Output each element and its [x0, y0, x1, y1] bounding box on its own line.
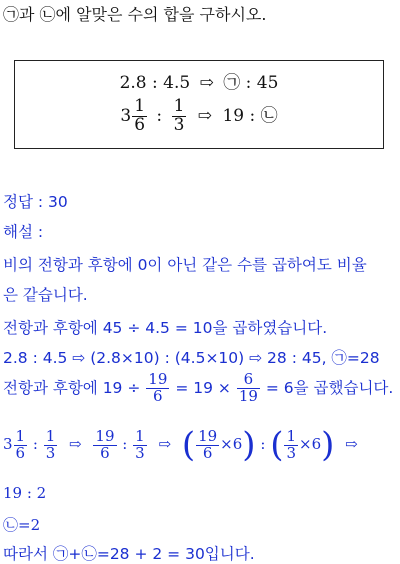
arrow-icon: ⇨	[69, 435, 82, 453]
answer-label: 정답 : 30	[3, 193, 68, 211]
blank-mark-a: ㉠	[223, 73, 241, 93]
explanation-line-fraction: 전항과 후항에 19 ÷ $\frac{19}{6}$ = 19 × $\frac{6}{19}$ = 6을 곱했습니다.	[3, 370, 394, 405]
blank-mark-b: ㉡	[260, 105, 278, 126]
ratio-text: 2.8 : 4.5	[119, 73, 191, 93]
fraction: $\frac{1}{6}$	[134, 96, 146, 135]
fraction: $\frac{1}{6}$	[15, 426, 26, 462]
fraction: $\frac{1}{3}$	[45, 426, 56, 462]
fraction: $\frac{19}{6}$	[95, 426, 115, 462]
ratio-text: 19 :	[222, 105, 256, 126]
box-row-1	[15, 68, 383, 93]
fraction: $\frac{19}{6}$	[148, 370, 168, 405]
colon-text: :	[156, 105, 163, 126]
arrow-icon: ⇨	[158, 435, 172, 453]
fraction: $\frac{19}{6}$	[198, 426, 218, 462]
problem-box	[14, 60, 384, 149]
question-text: ㉠과 ㉡에 알맞은 수의 합을 구하시오.	[3, 5, 267, 24]
explanation-line: 19 : 2	[3, 484, 47, 502]
fraction: $\frac{1}{3}$	[286, 426, 296, 462]
mixed-whole: 3	[120, 105, 132, 126]
explanation-line: 은 같습니다.	[3, 286, 88, 304]
explanation-line-conversion: 3 $\frac{1}{6}$ : $\frac{1}{3}$ ⇨ $\frac{19}{6}$ : $\frac{1}{3}$ ⇨ ( $\frac{19}{6}$ ×6) : ( $\frac{1}{3}$ ×6) ⇨	[3, 425, 358, 465]
explanation-label: 해설 :	[3, 223, 44, 241]
arrow-icon: ⇨	[199, 73, 214, 93]
arrow-icon: ⇨	[345, 435, 358, 453]
explanation-line: 2.8 : 4.5 ⇨ (2.8×10) : (4.5×10) ⇨ 28 : 45, ㉠=28	[3, 349, 380, 367]
ratio-text: : 45	[245, 73, 279, 93]
explanation-line: 비의 전항과 후항에 0이 아닌 같은 수를 곱하여도 비율	[3, 256, 367, 274]
fraction: $\frac{1}{3}$	[173, 96, 185, 135]
explanation-line: 전항과 후항에 45 ÷ 4.5 = 10을 곱하였습니다.	[3, 319, 328, 337]
explanation-line: ㉡=2	[3, 516, 41, 534]
box-row-2	[15, 98, 383, 135]
arrow-icon: ⇨	[197, 105, 213, 126]
fraction: $\frac{1}{3}$	[135, 426, 145, 462]
explanation-conclusion: 따라서 ㉠+㉡=28 + 2 = 30입니다.	[3, 545, 255, 563]
fraction: $\frac{6}{19}$	[238, 370, 258, 405]
